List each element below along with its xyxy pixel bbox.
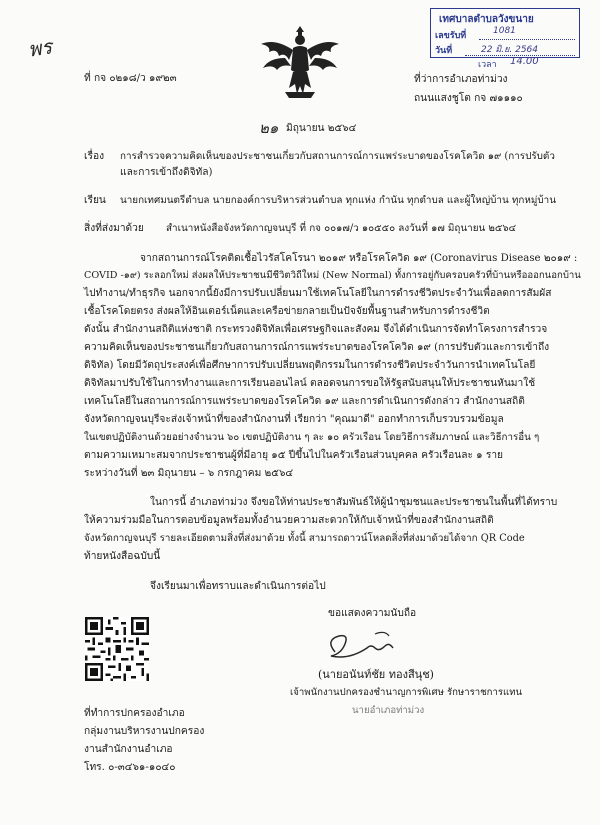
receiving-stamp [430,8,580,58]
para1-line: เทคโนโลยีในสถานการณ์การแพร่ระบาดของโรคโควิด ๑๙ และการดำเนินการดังกล่าว สำนักงานสถิติ [84,396,525,407]
para1-line: ไปทำงาน/ทำธุรกิจ นอกจากนี้ยังมีการปรับเปลี่ยนมาใช้เทคโนโลยีในการดำรงชีวิตประจำวันเพื่อลดการสัมผัส [84,288,552,299]
para1-line: ในเขตปฏิบัติงานด้วยอย่างจำนวน ๖๐ เขตปฏิบัติงาน ๆ ละ ๑๐ ครัวเรือน โดยวิธีการสัมภาษณ์ และวิธีการอื่น ๆ [84,432,540,443]
sender-office: ที่ว่าการอำเภอท่าม่วง [414,74,508,85]
margin-note: พร [26,34,54,62]
stamp-time-value: 14.00 [510,56,539,67]
para1-line: ความคิดเห็นของประชาชนเกี่ยวกับสถานการณ์การแพร่ระบาดของโรคโควิด ๑๙ (การปรับตัวและการเข้าถึง [84,342,550,353]
footer-line: ที่ทำการปกครองอำเภอ [84,708,185,719]
enclosure-text: สำเนาหนังสือจังหวัดกาญจนบุรี ที่ กจ ๐๐๑๗/ว ๑๐๕๕๐ ลงวันที่ ๑๗ มิถุนายน ๒๕๖๔ [166,223,517,234]
footer-line: กลุ่มงานบริหารงานปกครอง [84,726,205,737]
sender-road: ถนนแสงชูโต กจ ๗๑๑๑๐ [414,93,523,104]
para1-line: COVID -๑๙) ระลอกใหม่ ส่งผลให้ประชาชนมีชีวิตวิถีใหม่ (New Normal) ทั้งการอยู่กับครอบครัวที่บ้านหรือออกนอกบ้าน [84,270,581,281]
stamp-date-label: วันที่ [435,46,453,56]
to-text: นายกเทศมนตรีตำบล นายกองค์การบริหารส่วนตำบล ทุกแห่ง กำนัน ทุกตำบล และผู้ใหญ่บ้าน ทุกหมู่บ้าน [120,195,556,206]
to-label: เรียน [84,195,106,206]
signer-title: เจ้าพนักงานปกครองชำนาญการพิเศษ รักษาราชการแทน [290,687,523,698]
para1-line: ดิจิทัลมาปรับใช้ในการทำงานและการเรียนออนไลน์ ตลอดจนการขอให้รัฐสนับสนุนให้ประชาชนหันมาใช้ [84,378,536,389]
para1-line: จังหวัดกาญจนบุรีจะส่งเจ้าหน้าที่ของสำนักงานที่ เรียกว่า "คุณมาดี" ออกทำการเก็บรวบรวมข้อมูล [84,414,504,425]
subject-label: เรื่อง [84,151,105,162]
footer-line: โทร. ๐-๓๔๖๑-๑๐๔๐ [84,762,176,773]
para1-line: เชื้อโรคโดยตรง ส่งผลให้อินเตอร์เน็ตและเครือข่ายกลายเป็นปัจจัยพื้นฐานสำหรับการดำรงชีวิต [84,306,490,317]
enclosure-label: สิ่งที่ส่งมาด้วย [84,223,144,234]
subject-line1: การสำรวจความคิดเห็นของประชาชนเกี่ยวกับสถานการณ์การแพร่ระบาดของโรคโควิด ๑๙ (การปรับตัว [120,151,555,162]
stamp-dotline [479,39,575,40]
para2-line: จังหวัดกาญจนบุรี รายละเอียดตามสิ่งที่ส่งมาด้วย ทั้งนี้ สามารถดาวน์โหลดสิ่งที่ส่งมาด้วยได้จาก QR Code [84,533,525,544]
subject-line2: และการเข้าถึงดิจิทัล) [120,167,213,178]
para1-line: ดังนั้น สำนักงานสถิติแห่งชาติ กระทรวงดิจิทัลเพื่อเศรษฐกิจและสังคม จึงได้ดำเนินการจัดทำโครงการสำรวจ [84,324,548,335]
regards: ขอแสดงความนับถือ [328,608,417,619]
stamp-time-label: เวลา [478,60,497,70]
para2-line: ท้ายหนังสือฉบับนี้ [84,551,161,562]
doc-number: ที่ กจ ๐๒๑๘/ว ๑๙๒๓ [84,73,177,84]
signer-name: (นายอนันท์ชัย ทองสีนุช) [318,668,434,681]
closing-request: จึงเรียนมาเพื่อทราบและดำเนินการต่อไป [150,581,326,592]
qr-code-icon [85,617,149,681]
signature-image [305,622,425,672]
footer-line: งานสำนักงานอำเภอ [84,744,173,755]
garuda-emblem-icon [255,18,345,106]
stamp-rec-label: เลขรับที่ [435,31,467,41]
para2-line: ในการนี้ อำเภอท่าม่วง จึงขอให้ท่านประชาสัมพันธ์ให้ผู้นำชุมชนและประชาชนในพื้นที่ได้ทราบ [150,497,558,508]
para1-line: ระหว่างวันที่ ๒๓ มิถุนายน – ๖ กรกฎาคม ๒๕๖๔ [84,468,294,479]
signer-title2: นายอำเภอท่าม่วง [352,705,425,716]
date-day: ๒๑ [259,119,279,137]
stamp-title: เทศบาลตำบลวังขนาย [439,14,534,25]
para1-line: จากสถานการณ์โรคติดเชื้อไวรัสโคโรนา ๒๐๑๙ หรือโรคโควิด ๑๙ (Coronavirus Disease ๒๐๑๙ : [140,253,578,264]
para1-line: ดิจิทัล) โดยมีวัตถุประสงค์เพื่อศึกษาการปรับเปลี่ยนพฤติกรรมในการดำรงชีวิตประจำวันการนำเทคโนโลยี [84,360,536,371]
para2-line: ให้ความร่วมมือในการตอบข้อมูลพร้อมทั้งอำนวยความสะดวกให้กับเจ้าหน้าที่ของสำนักงานสถิติ [84,515,494,526]
stamp-date-value: 22 มิ.ย. 2564 [481,45,539,55]
para1-line: ตามความเหมาะสมจากประชาชนผู้ที่มีอายุ ๑๕ ปีขึ้นไปในครัวเรือนส่วนบุคคล ครัวเรือนละ ๑ ราย [84,450,504,461]
stamp-rec-no: 1081 [493,26,516,36]
date-rest: มิถุนายน ๒๕๖๔ [286,123,357,134]
